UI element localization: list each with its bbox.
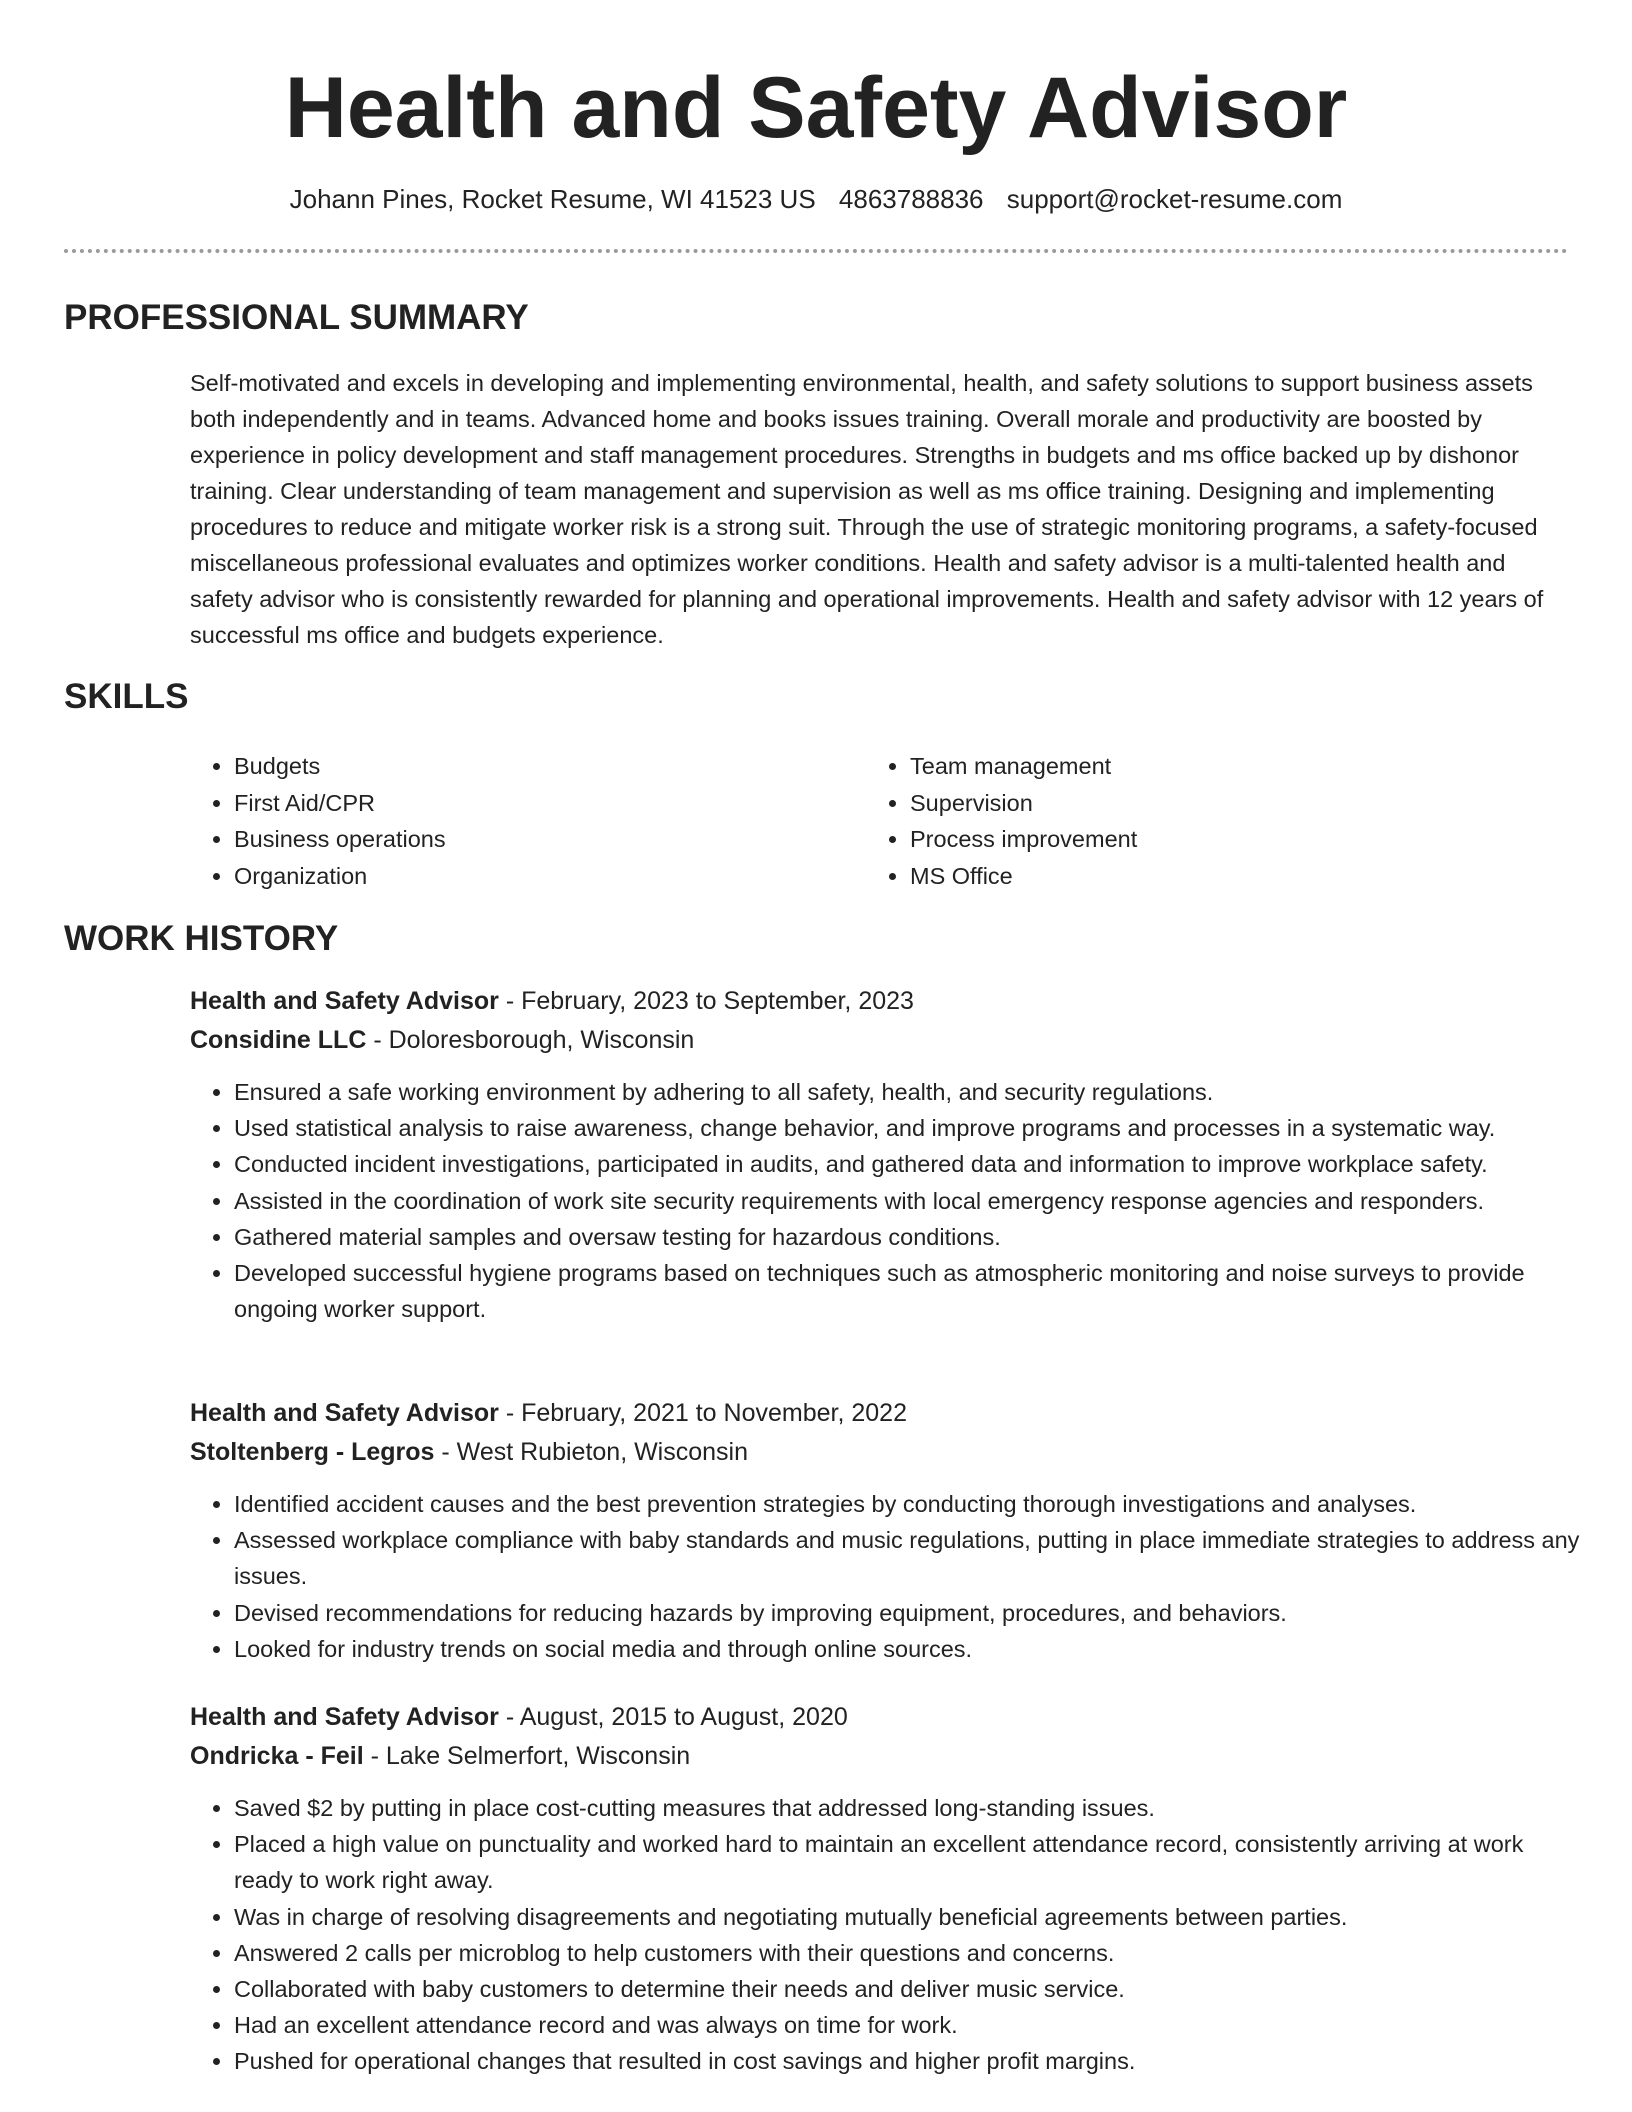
contact-phone: 4863788836 [838, 184, 984, 214]
skill-item: • Team management [910, 748, 1137, 785]
skill-item: • Business operations [234, 821, 446, 858]
resume-name-title: Health and Safety Advisor [284, 60, 1348, 156]
job-bullet: • Ensured a safe working environment by adhering to all safety, health, and security regulations. [234, 1074, 1580, 1110]
skill-item: • Organization [234, 858, 446, 895]
job-bullet: • Used statistical analysis to raise awareness, change behavior, and improve programs and processes in a systematic way. [234, 1110, 1580, 1146]
job-bullet: • Gathered material samples and oversaw testing for hazardous conditions. [234, 1219, 1580, 1255]
job-company: Ondricka - Feil [190, 1742, 364, 1770]
job-bullet: • Collaborated with baby customers to determine their needs and deliver music service. [234, 1971, 1580, 2007]
job-bullet: • Was in charge of resolving disagreements and negotiating mutually beneficial agreements between parties. [234, 1899, 1580, 1935]
job-entry [190, 1394, 1580, 1667]
job-company-line [190, 1737, 1580, 1776]
job-bullet: • Saved $2 by putting in place cost-cutting measures that addressed long-standing issues. [234, 1790, 1580, 1826]
skill-item: • Supervision [910, 785, 1137, 822]
job-bullet: • Pushed for operational changes that resulted in cost savings and higher profit margins. [234, 2043, 1580, 2079]
job-dates: - February, 2021 to November, 2022 [498, 1399, 907, 1427]
job-bullet: • Answered 2 calls per microblog to help customers with their questions and concerns. [234, 1935, 1580, 1971]
job-role: Health and Safety Advisor [190, 1703, 499, 1731]
job-company-line [190, 1021, 1580, 1060]
header-divider [64, 249, 1568, 253]
job-company: Considine LLC [190, 1026, 367, 1054]
job-company-line [190, 1433, 1580, 1472]
job-title-line [190, 982, 1580, 1021]
skill-item: • Budgets [234, 748, 446, 785]
job-role: Health and Safety Advisor [190, 987, 499, 1015]
job-bullet: • Devised recommendations for reducing hazards by improving equipment, procedures, and behaviors. [234, 1595, 1580, 1631]
skill-item: • Process improvement [910, 821, 1137, 858]
job-location: - Doloresborough, Wisconsin [366, 1026, 695, 1054]
job-bullet: • Assisted in the coordination of work site security requirements with local emergency response agencies and responders. [234, 1183, 1580, 1219]
summary-text: Self-motivated and excels in developing and implementing environmental, health, and safety solutions to support business assets both independently and in teams. Advanced home and books issues training. Overall morale and productivity are boosted by experience in policy development and staff management procedures. Strengths in budgets and ms office backed up by dishonor training. Clear understanding of team management and supervision as well as ms office training. Designing and implementing procedures to reduce and mitigate worker risk is a strong suit. Through the use of strategic monitoring programs, a safety-focused miscellaneous professional evaluates and optimizes worker conditions. Health and safety advisor is a multi-talented health and safety advisor who is consistently rewarded for planning and operational improvements. Health and safety advisor with 12 years of successful ms office and budgets experience. [190, 370, 1544, 648]
job-title-line [190, 1698, 1580, 1737]
job-company: Stoltenberg - Legros [190, 1438, 435, 1466]
job-location: - Lake Selmerfort, Wisconsin [363, 1742, 691, 1770]
job-bullet: • Looked for industry trends on social media and through online sources. [234, 1631, 1580, 1667]
job-bullets [190, 1486, 1580, 1667]
job-bullet: • Had an excellent attendance record and was always on time for work. [234, 2007, 1580, 2043]
job-bullets [190, 1790, 1580, 2080]
section-title-skills: SKILLS [64, 677, 189, 716]
skills-list-right [866, 748, 1137, 894]
contact-line [0, 181, 1632, 217]
contact-address: Johann Pines, Rocket Resume, WI 41523 US [289, 184, 816, 214]
job-entry [190, 982, 1580, 1327]
job-dates: - August, 2015 to August, 2020 [498, 1703, 848, 1731]
job-dates: - February, 2023 to September, 2023 [498, 987, 914, 1015]
section-title-summary: PROFESSIONAL SUMMARY [64, 298, 529, 337]
job-location: - West Rubieton, Wisconsin [434, 1438, 749, 1466]
section-title-work-history: WORK HISTORY [64, 919, 339, 958]
job-bullet: • Developed successful hygiene programs based on techniques such as atmospheric monitoring and noise surveys to provide ongoing worker support. [234, 1255, 1580, 1327]
job-bullet: • Placed a high value on punctuality and worked hard to maintain an excellent attendance record, consistently arriving at work ready to work right away. [234, 1826, 1580, 1898]
job-role: Health and Safety Advisor [190, 1399, 499, 1427]
job-entry [190, 1698, 1580, 2080]
skill-item: • MS Office [910, 858, 1137, 895]
job-bullet: • Identified accident causes and the best prevention strategies by conducting thorough investigations and analyses. [234, 1486, 1580, 1522]
skill-item: • First Aid/CPR [234, 785, 446, 822]
job-bullets [190, 1074, 1580, 1327]
skills-list-left [190, 748, 446, 894]
job-bullet: • Assessed workplace compliance with baby standards and music regulations, putting in place immediate strategies to address any issues. [234, 1522, 1580, 1594]
job-bullet: • Conducted incident investigations, participated in audits, and gathered data and information to improve workplace safety. [234, 1146, 1580, 1182]
contact-email: support@rocket-resume.com [1006, 184, 1343, 214]
job-title-line [190, 1394, 1580, 1433]
